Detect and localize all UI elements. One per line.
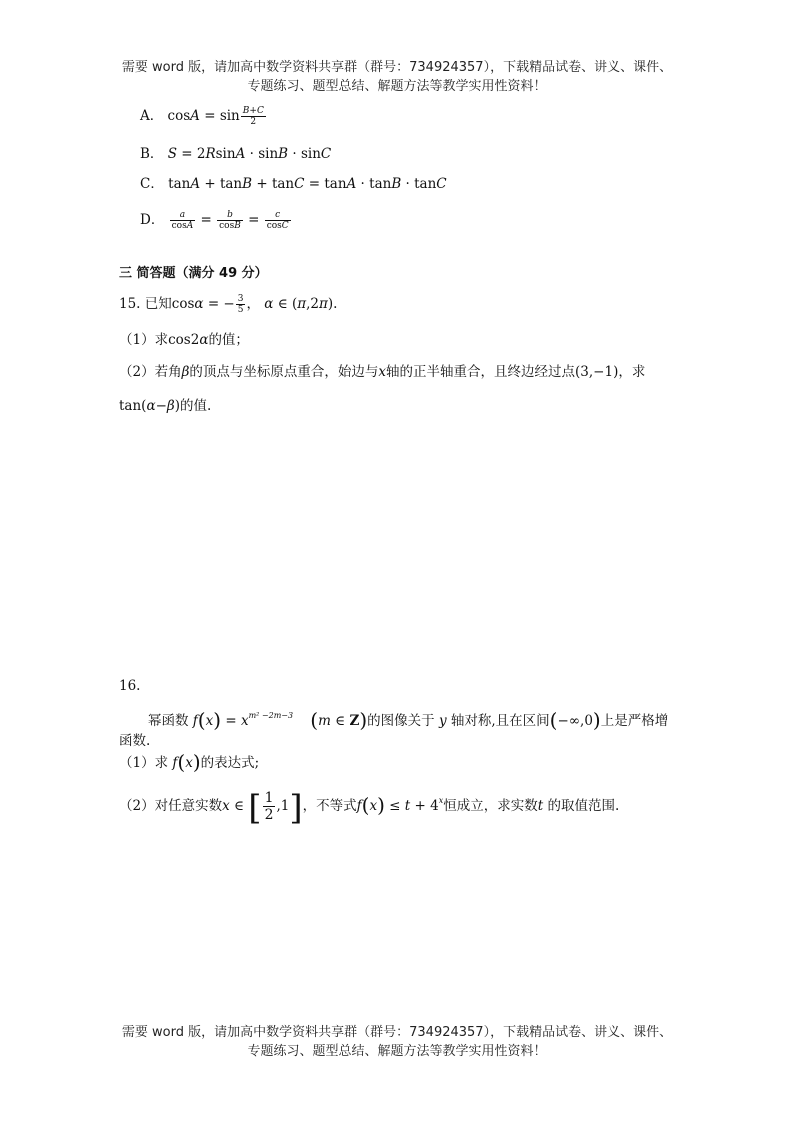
q16-interval: (−∞,0)	[549, 708, 601, 732]
option-b-label: B．	[140, 146, 164, 162]
option-d-label: D．	[140, 212, 165, 228]
q16-part1-text: 求	[154, 755, 169, 771]
option-c	[140, 174, 447, 194]
q15-known: 已知	[144, 296, 172, 312]
q16-part1	[119, 752, 259, 773]
q15-point: (3,−1)	[575, 364, 619, 380]
q16-t-var: t	[537, 798, 544, 814]
q15-part2-mid2: 轴的正半轴重合，且终边经过点	[386, 364, 576, 380]
q15-part2-line2-tail: 的值.	[179, 398, 212, 414]
q16-part2-mid2: 恒成立，求实数	[443, 798, 538, 814]
q16-y-var: y	[438, 713, 447, 729]
q15-formula: cosα = − $\frac{3}{5}$ ， α ∈ (π,2π).	[171, 294, 338, 315]
option-c-label: C．	[140, 176, 164, 192]
q16-part1-label: （1）	[119, 755, 155, 771]
option-c-formula: tanA + tanB + tanC = tanA · tanB · tanC	[168, 176, 447, 192]
option-d	[140, 210, 292, 231]
q16-domain-interval: [ $\frac{1}{2}$ ,1]	[248, 788, 303, 828]
q15-part1-formula: cos2α	[168, 332, 209, 348]
header-banner-line2: 专题练习、题型总结、解题方法等教学实用性资料！	[247, 79, 547, 94]
q15-part1	[119, 330, 249, 350]
q16-intro	[148, 706, 668, 731]
q15-number: 15.	[119, 296, 141, 312]
q15-part1-label: （1）	[119, 332, 155, 348]
q15-part2-line2	[119, 396, 211, 416]
q16-intro-tail: 上是严格增	[600, 713, 669, 729]
q16-intro-mid: 的图像关于	[367, 713, 435, 729]
q15-part2-text: 若角	[154, 364, 182, 380]
option-d-formula: $\frac{a}{\cos A}$ = $\frac{b}{\cos B}$ = $\frac{c}{\cos C}$	[171, 210, 289, 231]
q16-intro-line2: 函数.	[119, 733, 151, 749]
footer-banner-line1: 需要 word 版，请加高中数学资料共享群（群号：734924357），下载精品试卷、讲义、课件、	[121, 1025, 673, 1040]
q15-part2	[119, 362, 645, 382]
footer-banner	[0, 1023, 794, 1061]
q16-intro-text: 幂函数	[148, 713, 189, 729]
q16-part2-tail: 的取值范围.	[547, 798, 620, 814]
q16-part2-text: 对任意实数	[154, 798, 223, 814]
q15-part2-tail: ，求	[618, 364, 646, 380]
q16-inequality: $f(x) \le t + 4^x$	[356, 793, 444, 817]
q15-tan-formula: tan(α−β)	[119, 398, 180, 414]
q16-part2: （2）对任意实数x ∈ [ $\frac{1}{2}$ ,1]，不等式$f(x) \le t + 4^x$恒成立，求实数t 的取值范围.	[119, 788, 620, 828]
q15-part2-mid1: 的顶点与坐标原点重合，始边与	[189, 364, 379, 380]
q16-part2-label: （2）	[119, 798, 155, 814]
q16-intro-mid2: 轴对称,且在区间	[450, 713, 550, 729]
q16-x-var: x	[222, 798, 230, 814]
section-heading: 三 简答题（满分 49 分）	[119, 266, 268, 281]
option-a-formula: cosA = sin $\frac{B+C}{2}$	[167, 106, 264, 127]
option-a	[140, 106, 267, 127]
option-a-label: A．	[140, 108, 164, 124]
q15-part1-tail: 的值；	[208, 332, 249, 348]
q15-statement	[119, 294, 337, 315]
header-banner	[0, 58, 794, 96]
q16-part2-mid: ，不等式	[302, 798, 357, 814]
q15-beta: β	[181, 364, 190, 380]
q15-x-var: x	[378, 364, 387, 380]
q16-part1-tail: 的表达式;	[200, 755, 260, 771]
option-b	[140, 144, 331, 164]
header-banner-line1: 需要 word 版，请加高中数学资料共享群（群号：734924357），下载精品试卷、讲义、课件、	[121, 60, 673, 75]
q16-function-def: $f(x) = x^{m^2 -2m-3}$ (m ∈ Z)	[192, 708, 368, 732]
footer-banner-line2: 专题练习、题型总结、解题方法等教学实用性资料！	[247, 1044, 547, 1059]
q15-part2-label: （2）	[119, 364, 155, 380]
q16-number: 16.	[119, 678, 141, 694]
option-b-formula: S = 2RsinA · sinB · sinC	[167, 146, 332, 162]
q16-part1-formula: f(x)	[172, 750, 201, 774]
q15-part1-text: 求	[154, 332, 169, 348]
